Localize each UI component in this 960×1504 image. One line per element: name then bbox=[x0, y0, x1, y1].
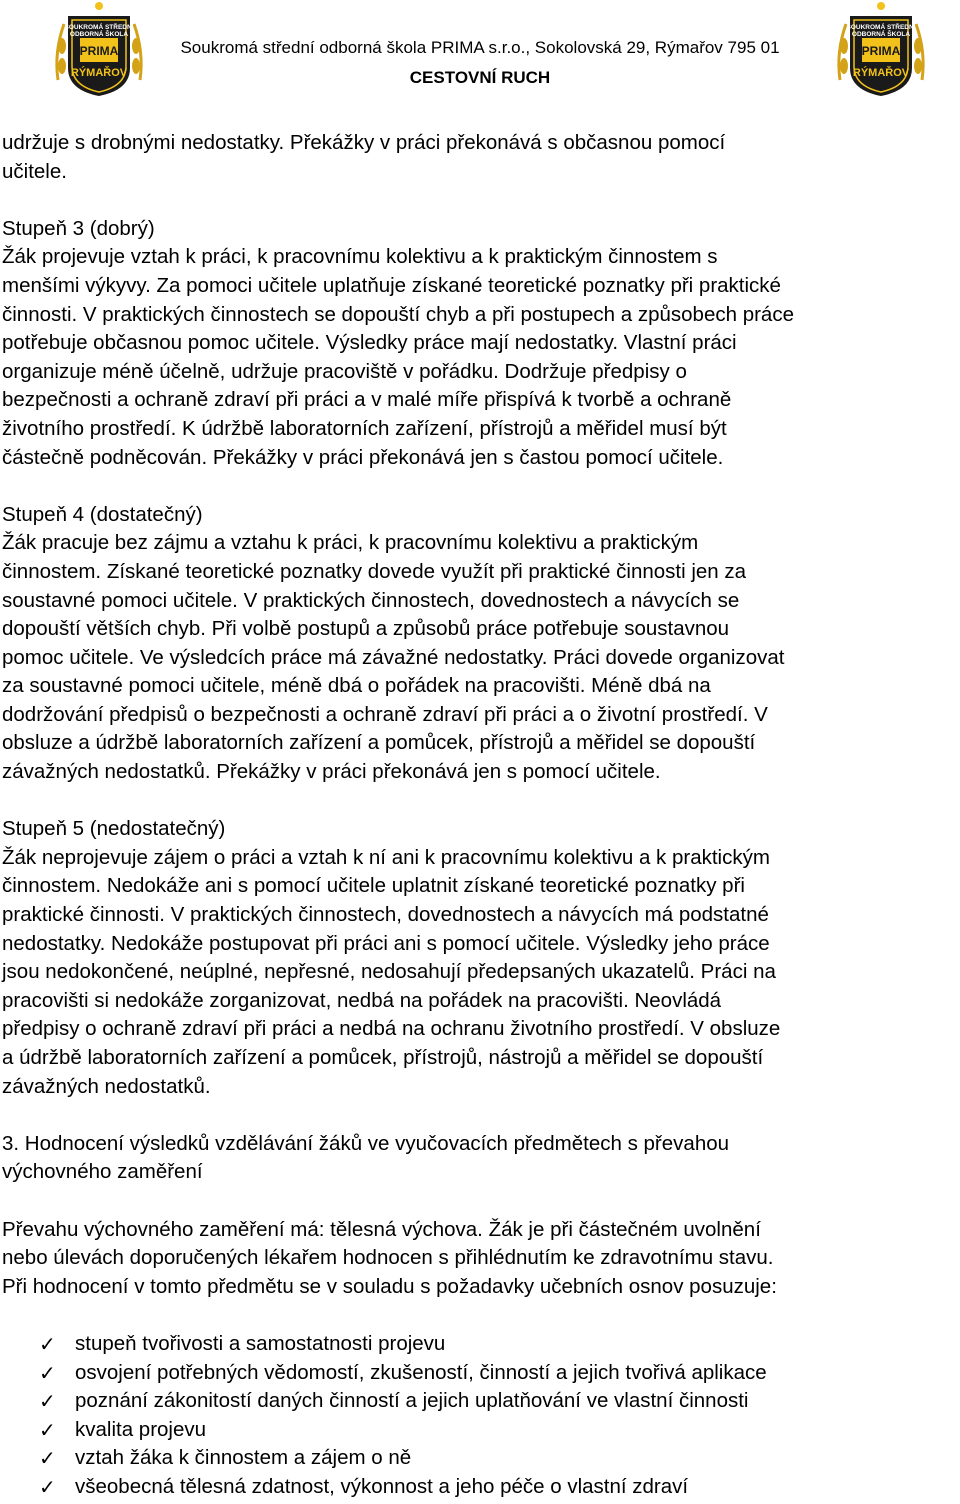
text-line: Žák neprojevuje zájem o práci a vztah k ní ani k pracovnímu kolektivu a k praktickým bbox=[2, 845, 770, 869]
grade-4-section bbox=[2, 501, 958, 787]
checklist-item bbox=[2, 1416, 958, 1445]
check-mark-icon: ✓ bbox=[39, 1389, 56, 1414]
text-line: pomoc učitele. Ve výsledcích práce má závažné nedostatky. Práci dovede organizovat bbox=[2, 645, 785, 669]
grade-3-section bbox=[2, 215, 958, 472]
svg-text:SOUKROMÁ STŘEDNÍ: SOUKROMÁ STŘEDNÍ bbox=[64, 24, 134, 31]
text-line: dopouští větších chyb. Při volbě postupů a způsobů práce potřebuje soustavnou bbox=[2, 617, 730, 641]
spacer bbox=[2, 1301, 958, 1330]
text-line: pracovišti si nedokáže zorganizovat, nedbá na pořádek na pracovišti. Neovládá bbox=[2, 988, 722, 1012]
section-3-paragraph bbox=[2, 1216, 958, 1302]
grade-5-section bbox=[2, 815, 958, 1101]
svg-text:RÝMAŘOV: RÝMAŘOV bbox=[852, 67, 910, 79]
svg-text:RÝMAŘOV: RÝMAŘOV bbox=[70, 67, 128, 79]
text-line: soustavné pomoci učitele. V praktických činnostech, dovednostech a návycích se bbox=[2, 588, 740, 612]
text-line: jsou nedokončené, neúplné, nepřesné, nedosahují předepsaných ukazatelů. Práci na bbox=[2, 960, 776, 984]
section-title-line: výchovného zaměření bbox=[2, 1160, 203, 1184]
checklist-item-label: všeobecná tělesná zdatnost, výkonnost a jeho péče o vlastní zdraví bbox=[75, 1474, 689, 1498]
grade-4-title: Stupeň 4 (dostatečný) bbox=[2, 502, 203, 526]
checklist-item bbox=[2, 1473, 958, 1502]
checklist-item bbox=[2, 1444, 958, 1473]
text-line: dodržování předpisů o bezpečnosti a ochraně zdraví při práci a o životní prostředí. V bbox=[2, 702, 768, 726]
text-line: obsluze a údržbě laboratorních zařízení a pomůcek, přístrojů a měřidel se dopouští bbox=[2, 731, 756, 755]
text-line: Žák projevuje vztah k práci, k pracovnímu kolektivu a k praktickým činnostem s bbox=[2, 245, 718, 269]
text-line: nebo úlevách doporučených lékařem hodnocen s přihlédnutím ke zdravotnímu stavu. bbox=[2, 1246, 774, 1270]
spacer bbox=[2, 1101, 958, 1130]
svg-text:SOUKROMÁ STŘEDNÍ: SOUKROMÁ STŘEDNÍ bbox=[846, 24, 916, 31]
text-line: Žák pracuje bez zájmu a vztahu k práci, k pracovnímu kolektivu a praktickým bbox=[2, 531, 699, 555]
checklist-item bbox=[2, 1330, 958, 1359]
text-line: za soustavné pomoci učitele, méně dbá o pořádek na pracovišti. Méně dbá na bbox=[2, 674, 711, 698]
criteria-checklist bbox=[2, 1330, 958, 1502]
grade-5-title: Stupeň 5 (nedostatečný) bbox=[2, 817, 226, 841]
course-title-text: CESTOVNÍ RUCH bbox=[409, 68, 551, 87]
checklist-item-label: vztah žáka k činnostem a zájem o ně bbox=[75, 1446, 412, 1470]
text-line: nedostatky. Nedokáže postupovat při práci ani s pomocí učitele. Výsledky jeho práce bbox=[2, 931, 770, 955]
text-line: závažných nedostatků. bbox=[2, 1074, 211, 1098]
spacer bbox=[2, 787, 958, 816]
text-line: menšími výkyvy. Za pomoci učitele uplatňuje získané teoretické poznatky při praktické bbox=[2, 273, 781, 297]
course-title-header bbox=[0, 68, 960, 88]
spacer bbox=[2, 186, 958, 215]
text-line: činnostem. Získané teoretické poznatky dovede využít při praktické činnosti jen za bbox=[2, 559, 747, 583]
school-address-header bbox=[0, 38, 960, 58]
check-mark-icon: ✓ bbox=[39, 1360, 56, 1385]
checklist-item-label: stupeň tvořivosti a samostatnosti projevu bbox=[75, 1331, 446, 1355]
checklist-item-label: kvalita projevu bbox=[75, 1417, 207, 1441]
intro-paragraph bbox=[2, 129, 958, 186]
text-line: životního prostředí. K údržbě laboratorních zařízení, přístrojů a měřidel musí být bbox=[2, 416, 727, 440]
checklist-item bbox=[2, 1359, 958, 1388]
text-line: předpisy o ochraně zdraví při práci a nedbá na ochranu životního prostředí. V obsluze bbox=[2, 1017, 781, 1041]
school-address-text: Soukromá střední odborná škola PRIMA s.r.o., Sokolovská 29, Rýmařov 795 01 bbox=[180, 38, 780, 57]
check-mark-icon: ✓ bbox=[39, 1446, 56, 1471]
svg-text:ODBORNÁ ŠKOLA: ODBORNÁ ŠKOLA bbox=[69, 31, 129, 38]
text-line: bezpečnosti a ochraně zdraví při práci a v malé míře přispívá k tvorbě a ochraně bbox=[2, 388, 732, 412]
checklist-item-label: poznání zákonitostí daných činností a jejich uplatňování ve vlastní činnosti bbox=[75, 1389, 749, 1413]
text-line: Převahu výchovného zaměření má: tělesná výchova. Žák je při částečném uvolnění bbox=[2, 1217, 761, 1241]
check-mark-icon: ✓ bbox=[39, 1331, 56, 1356]
document-body bbox=[2, 129, 958, 1502]
text-line: udržuje s drobnými nedostatky. Překážky v práci překonává s občasnou pomocí bbox=[2, 131, 726, 154]
svg-text:PRIMA: PRIMA bbox=[861, 44, 901, 58]
checklist-item-label: osvojení potřebných vědomostí, zkušeností, činností a jejich tvořivá aplikace bbox=[75, 1360, 767, 1384]
check-mark-icon: ✓ bbox=[39, 1474, 56, 1499]
svg-text:ODBORNÁ ŠKOLA: ODBORNÁ ŠKOLA bbox=[851, 31, 911, 38]
text-line: Při hodnocení v tomto předmětu se v souladu s požadavky učebních osnov posuzuje: bbox=[2, 1274, 777, 1298]
svg-text:PRIMA: PRIMA bbox=[79, 44, 119, 58]
text-line: organizuje méně účelně, udržuje pracoviště v pořádku. Dodržuje předpisy o bbox=[2, 359, 687, 383]
text-line: činnostem. Nedokáže ani s pomocí učitele uplatnit získané teoretické poznatky při bbox=[2, 874, 745, 898]
text-line: učitele. bbox=[2, 159, 67, 183]
text-line: potřebuje občasnou pomoc učitele. Výsledky práce mají nedostatky. Vlastní práci bbox=[2, 331, 737, 355]
grade-3-title: Stupeň 3 (dobrý) bbox=[2, 216, 155, 240]
text-line: a údržbě laboratorních zařízení a pomůcek, přístrojů, nástrojů a měřidel se dopouští bbox=[2, 1046, 764, 1069]
text-line: činnosti. V praktických činnostech se dopouští chyb a při postupech a způsobech práce bbox=[2, 302, 794, 326]
checklist-item bbox=[2, 1387, 958, 1416]
section-3-heading bbox=[2, 1130, 958, 1187]
section-title-line: 3. Hodnocení výsledků vzdělávání žáků ve vyučovacích předmětech s převahou bbox=[2, 1131, 730, 1155]
text-line: částečně podněcován. Překážky v práci překonává jen s častou pomocí učitele. bbox=[2, 445, 724, 469]
spacer bbox=[2, 472, 958, 501]
text-line: praktické činnosti. V praktických činnostech, dovednostech a návycích má podstatné bbox=[2, 903, 769, 927]
text-line: závažných nedostatků. Překážky v práci překonává jen s pomocí učitele. bbox=[2, 760, 661, 784]
check-mark-icon: ✓ bbox=[39, 1417, 56, 1442]
spacer bbox=[2, 1187, 958, 1216]
